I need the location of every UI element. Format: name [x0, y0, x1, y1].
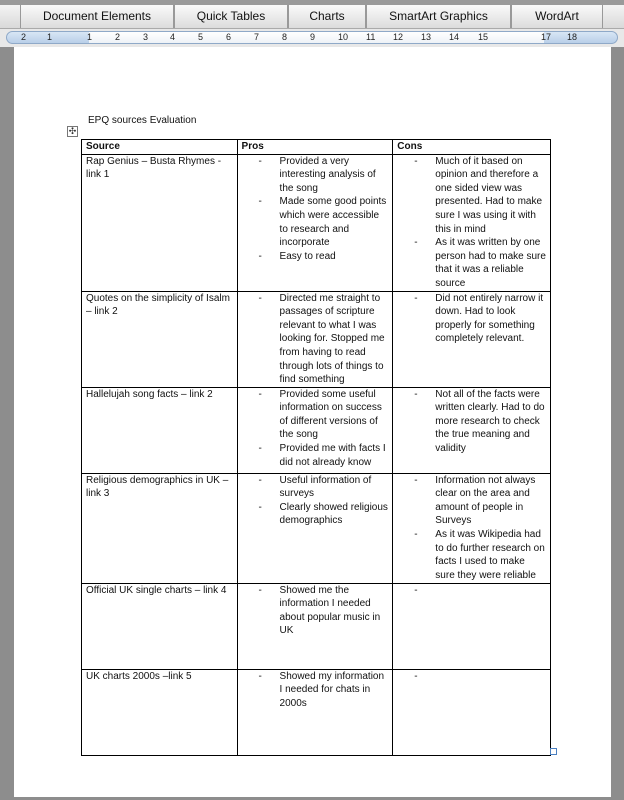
cons-cell[interactable] — [393, 473, 551, 583]
header-cons: Cons — [393, 140, 551, 155]
header-pros: Pros — [237, 140, 393, 155]
ruler-number: 2 — [21, 32, 27, 42]
ruler-text-area — [89, 32, 544, 43]
cons-item: - Did not entirely narrow it down. Had to look properly for something completely relevant. — [397, 292, 546, 346]
source-cell[interactable]: Quotes on the simplicity of Isalm – link 2 — [82, 291, 238, 387]
table-row — [82, 669, 551, 755]
cons-item — [397, 584, 546, 598]
tab-charts[interactable]: Charts — [288, 5, 366, 28]
pros-item: - Provided some useful information on success of different versions of the song — [242, 388, 389, 442]
table-row — [82, 583, 551, 669]
cons-item — [397, 670, 546, 684]
source-cell[interactable]: Rap Genius – Busta Rhymes - link 1 — [82, 154, 238, 291]
ruler-number: 17 — [541, 32, 552, 42]
ruler-number: 18 — [567, 32, 578, 42]
pros-item: - Showed my information I needed for chats in 2000s — [242, 670, 389, 711]
ruler-bar[interactable] — [6, 31, 618, 44]
table-row — [82, 473, 551, 583]
tab-quick-tables[interactable]: Quick Tables — [174, 5, 288, 28]
pros-cell[interactable] — [237, 583, 393, 669]
cons-item: - As it was written by one person had to make sure that it was a reliable source — [397, 236, 546, 290]
ruler-number: 15 — [478, 32, 489, 42]
ruler-number: 2 — [115, 32, 121, 42]
pros-item: - Made some good points which were accessible to research and incorporate — [242, 195, 389, 249]
ruler-number: 1 — [87, 32, 93, 42]
source-cell[interactable]: UK charts 2000s –link 5 — [82, 669, 238, 755]
document-title: EPQ sources Evaluation — [88, 115, 197, 126]
pros-item: - Easy to read — [242, 250, 389, 264]
cons-item: - Much of it based on opinion and therefore a one sided view was presented. Had to make sure I was using it with this in mind — [397, 155, 546, 237]
source-cell[interactable]: Official UK single charts – link 4 — [82, 583, 238, 669]
ruler-number: 1 — [47, 32, 53, 42]
pros-item: - Showed me the information I needed about popular music in UK — [242, 584, 389, 638]
pros-cell[interactable] — [237, 154, 393, 291]
table-move-handle-icon[interactable]: ✣ — [68, 126, 77, 136]
ruler-number: 14 — [449, 32, 460, 42]
ruler-number: 9 — [310, 32, 316, 42]
tab-smartart-graphics[interactable]: SmartArt Graphics — [366, 5, 511, 28]
header-source: Source — [82, 140, 238, 155]
source-cell[interactable]: Religious demographics in UK – link 3 — [82, 473, 238, 583]
table-row — [82, 154, 551, 291]
pros-cell[interactable] — [237, 669, 393, 755]
cons-cell[interactable] — [393, 669, 551, 755]
ruler-number: 8 — [282, 32, 288, 42]
pros-item: - Provided me with facts I did not already know — [242, 442, 389, 469]
ruler-number: 5 — [198, 32, 204, 42]
cons-cell[interactable] — [393, 291, 551, 387]
horizontal-ruler[interactable] — [0, 29, 624, 47]
pros-item: - Directed me straight to passages of scripture relevant to what I was looking for. Stopped me from having to read through lots of things to find something — [242, 292, 389, 387]
cons-cell[interactable] — [393, 387, 551, 473]
pros-item: - Clearly showed religious demographics — [242, 501, 389, 528]
cons-cell[interactable] — [393, 583, 551, 669]
ruler-number: 4 — [170, 32, 176, 42]
pros-cell[interactable] — [237, 387, 393, 473]
ruler-number: 10 — [338, 32, 349, 42]
pros-cell[interactable] — [237, 291, 393, 387]
tab-document-elements[interactable]: Document Elements — [20, 5, 174, 28]
ruler-number: 12 — [393, 32, 404, 42]
cons-item: - Not all of the facts were written clearly. Had to do more research to check the true meaning and validity — [397, 388, 546, 456]
pros-item: - Useful information of surveys — [242, 474, 389, 501]
cons-cell[interactable] — [393, 154, 551, 291]
cons-item: - Information not always clear on the area and amount of people in Surveys — [397, 474, 546, 528]
evaluation-table — [81, 139, 551, 756]
ruler-number: 7 — [254, 32, 260, 42]
table-resize-handle[interactable] — [550, 748, 557, 755]
pros-cell[interactable] — [237, 473, 393, 583]
ribbon-gallery — [0, 0, 624, 29]
table-header-row — [82, 140, 551, 155]
ruler-number: 13 — [421, 32, 432, 42]
ruler-number: 3 — [143, 32, 149, 42]
cons-item: - As it was Wikipedia had to do further research on facts I used to make sure they were reliable — [397, 528, 546, 582]
table-row — [82, 387, 551, 473]
ruler-number: 6 — [226, 32, 232, 42]
pros-item: - Provided a very interesting analysis of the song — [242, 155, 389, 196]
tab-wordart[interactable]: WordArt — [511, 5, 603, 28]
ruler-number: 11 — [366, 32, 376, 42]
source-cell[interactable]: Hallelujah song facts – link 2 — [82, 387, 238, 473]
table-row — [82, 291, 551, 387]
